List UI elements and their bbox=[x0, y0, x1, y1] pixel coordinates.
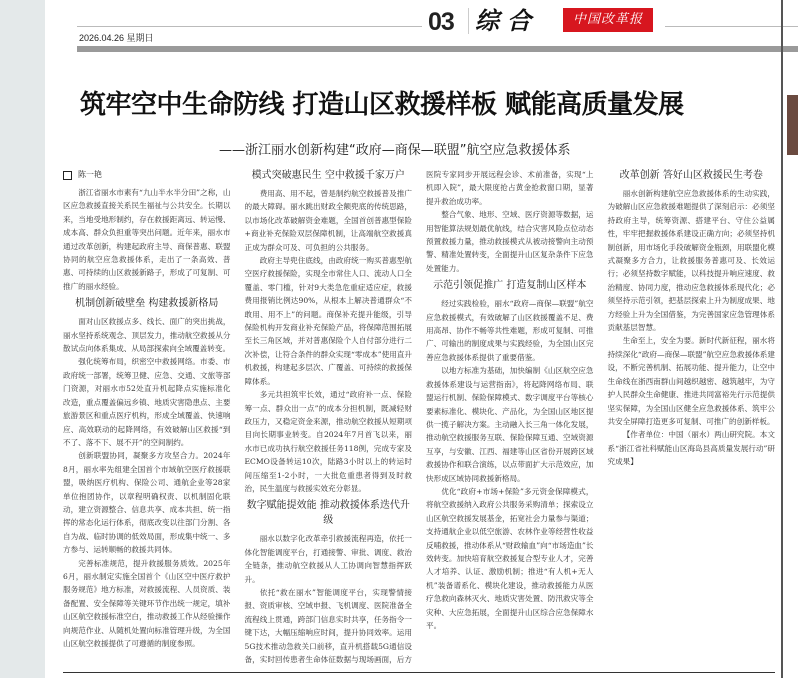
byline-box-icon bbox=[63, 171, 72, 180]
paragraph: 多元共担筑牢长效，通过“政府补一点、保险筹一点、群众出一点”的成本分担机制，既减轻财政压力，又稳定资金来源，推动航空救援从短期项目向长期事业转变。自2024年7月首飞以来，丽水市已成功执行航空救援任务118例，完成专家及ECMO设备转运10次，陆路3小时以上的转运时间压缩至1-2小时，一大批危重患者得到及时救治，民生温度与救援实效充分彰显。 bbox=[244, 390, 412, 493]
paragraph: 经过实践检验，丽水“政府—商保—联盟”航空应急救援模式，有效破解了山区救援覆盖不足、费用高昂、协作不畅等共性难题，形成可复制、可推广、可输出的制度成果与实践经验，为全国山区完善应急救援体系提供了重要借鉴。 bbox=[426, 299, 594, 362]
column-divider bbox=[781, 0, 783, 678]
paragraph: 面对山区救援点多、线长、面广的突出挑战，丽水坚持系统观念、顶层发力，推动航空救援从分散试点向体系集成、从局部探索向全域覆盖转变。 bbox=[63, 317, 231, 354]
page-number: 03 bbox=[428, 8, 454, 36]
headline: 筑牢空中生命防线 打造山区救援样板 赋能高质量发展 bbox=[80, 90, 684, 120]
section-heading: 数字赋能提效能 推动救援体系迭代升级 bbox=[246, 500, 410, 527]
article-body bbox=[63, 168, 775, 668]
author-note: 【作者单位：中国（丽水）两山研究院。本文系“浙江省社科赋能山区海岛县高质量发展行动”研究成果】 bbox=[607, 430, 775, 467]
paragraph: 完善标准规范，提升救援服务质效。2025年6月，丽水制定实施全国首个《山区空中医疗救护服务规范》地方标准，对救援流程、人员资质、装备配置、安全保障等关键环节作出统一规定，填补山区航空救援标准空白，推动救援工作从经验操作向规范作业、从随机处置向标准管理升级，为全国山区航空救援提供了可遵循的制度参照。 bbox=[63, 558, 231, 648]
paragraph: 整合气象、地形、空域、医疗资源等数据，运用智能算法规划最优航线，结合灾害风险点位动态预置救援力量，推动救援模式从被动接警向主动预警、精准处置转变，全面提升山区复杂条件下应急处置能力。 bbox=[426, 210, 594, 273]
paragraph: 以地方标准为基础，加快编制《山区航空应急救援体系建设与运营指南》，将起降网络布局、联盟运行机制、保险保障模式、数字调度平台等核心要素标准化、模块化、产品化，为全国山区地区提供一揽子解决方案。主动融入长三角一体化发展，推动航空救援服务互联、保险保障互通、空域资源互享，与安徽、江西、福建等山区省份开展跨区域救援协作和联合演练，以点带面扩大示范效应，加快形成区域协同救援新格局。 bbox=[426, 366, 594, 483]
header-bar bbox=[77, 46, 798, 52]
paragraph: 优化“政府+市场+保险”多元资金保障模式，将航空救援纳入政府公共服务采购清单；探索设立山区航空救援发展基金，拓宽社会力量参与渠道；支持通航企业以低空旅游、农林作业等经营性收益反哺救援，推动体系从“财政输血”向“市场造血”长效转变。加快培育航空救援复合型专业人才，完善人才培养、认证、激励机制；推进“有人机+无人机”装备谱系化、模块化建设，推动救援能力从医疗急救向森林灭火、地质灾害处置、防汛救灾等全灾种、大应急拓展，全面提升山区综合应急保障水平。 bbox=[426, 486, 594, 630]
header-rule-right bbox=[665, 26, 798, 27]
masthead-logo: 中国改革报 bbox=[563, 8, 653, 32]
paragraph: 强化统筹布局，织密空中救援网络。市委、市政府统一部署，统筹卫健、应急、交通、文旅等部门资源，对丽水市52处直升机起降点实施标准化改造，重点覆盖偏远乡镇、地质灾害隐患点、主要旅游景区和重点医疗机构，形成全域覆盖、快速响应、高效联动的起降网络，有效破解山区救援“到不了、落不下、展不开”的空间制约。 bbox=[63, 357, 231, 447]
author-name: 陈一艳 bbox=[78, 170, 102, 179]
bottom-rule bbox=[63, 672, 775, 673]
section-heading: 改革创新 答好山区救援民生考卷 bbox=[619, 170, 763, 181]
paragraph: 依托“救在丽水”智能调度平台，实现警情接报、资质审核、空域申报、飞机调度、医院准备全流程线上贯通，跨部门信息实时共享，任务指令一键下达，大幅压缩响应时间，提升协同效率。运用5G技术推动急救关口前移，直升机搭载5G通信设备，实时回传患者生命体征数据与现场画面，后方医院专家同步开展远程会诊、术前准备，实现“上机即入院”，最大限度抢占黄金抢救窗口期，显著提升救治成功率。 bbox=[244, 170, 594, 664]
paragraph: 费用高、用不起，曾是制约航空救援普及推广的最大障碍。丽水跳出财政全额兜底的传统思路，以市场化改革破解资金难题，全国首创普惠型保险+商业补充保险双层保障机制，让高端航空救援真正成为群众可及、可负担的公共服务。 bbox=[244, 189, 412, 252]
header-rule-left bbox=[77, 26, 422, 27]
header-separator bbox=[468, 8, 469, 34]
paragraph: 创新联盟协同，凝聚多方攻坚合力。2024年8月，丽水率先组建全国首个市域航空医疗救援联盟，吸纳医疗机构、保险公司、通航企业等28家单位抱团协作，以章程明确权责、以机制固化联动，建立资源整合、信息共享、成本共担、统一指挥的常态化运行体系，彻底改变以往部门分割、各自为战、临时协调的低效局面，形成集中统一、多方参与、运转顺畅的救援共同体。 bbox=[63, 451, 231, 555]
intro-paragraph: 浙江省丽水市素有“九山半水半分田”之称，山区应急救援直接关系民生福祉与公共安全。长期以来，当地受地形制约，存在救援距离远、转运慢、成本高、群众负担重等突出问题。近年来，丽水市通过改革创新，构建起政府主导、商保普惠、联盟协同的航空应急救援体系，走出了一条高效、普惠、可持续的山区救援新路子，形成了可复制、可推广的丽水经验。 bbox=[63, 188, 231, 291]
section-heading: 机制创新破壁垒 构建救援新格局 bbox=[75, 298, 219, 310]
section-title: 综合 bbox=[475, 7, 539, 35]
adjacent-photo-fragment bbox=[787, 95, 798, 155]
issue-date: 2026.04.26 星期日 bbox=[79, 33, 154, 43]
paragraph: 生命至上，安全为要。新时代新征程，丽水将持续深化“政府—商保—联盟”航空应急救援体系建设，不断完善机制、拓展功能、提升能力，让空中生命线在浙西南群山间越织越密、越筑越牢，为守护人民群众生命健康、推进共同富裕先行示范提供坚实保障，为全国山区健全应急救援体系、筑牢公共安全屏障打造更多可复制、可推广的创新样板。 bbox=[607, 336, 775, 426]
subheadline: ——浙江丽水创新构建“政府—商保—联盟”航空应急救援体系 bbox=[219, 143, 571, 158]
section-heading: 示范引领促推广 打造复制山区样本 bbox=[433, 280, 587, 292]
section-heading: 模式突破惠民生 空中救援千家万户 bbox=[251, 170, 405, 181]
paragraph: 政府主导兜住底线，由政府统一购买普惠型航空医疗救援保险，实现全市常住人口、流动人口全覆盖、零门槛，针对9大类急危重症适应症，救援费用报销比例达90%，从根本上解决普通群众“不敢用、用不上”的问题。商保补充提升能级，引导保险机构开发商业补充保险产品，将保障范围拓展至长三角区域，并对普惠保险个人自付部分进行二次补偿，让符合条件的群众实现“零成本”使用直升机救援，构建起多层次、广覆盖、可持续的救援保障体系。 bbox=[244, 256, 412, 386]
byline bbox=[63, 168, 231, 182]
paragraph: 丽水以数字化改革牵引救援流程再造，依托一体化智能调度平台，打通接警、审批、调度、救治全链条，推动航空救援从人工协调向智慧指挥跃升。 bbox=[244, 534, 412, 584]
paragraph: 丽水创新构建航空应急救援体系的生动实践，为破解山区应急救援难题提供了深刻启示：必须坚持政府主导，统筹资源、搭建平台、守住公益属性，牢牢把握救援体系建设正确方向；必须坚持机制创新，用市场化手段破解资金瓶颈，用联盟化模式凝聚多方合力，让救援服务普惠可及、长效运行；必须坚持数字赋能，以科技提升响应速度、救治精度、协同力度，推动应急救援体系现代化；必须坚持示范引领，把基层探索上升为制度成果、地方经验上升为全国借鉴，为完善国家应急管理体系贡献基层智慧。 bbox=[607, 189, 775, 333]
newspaper-page bbox=[45, 0, 798, 678]
